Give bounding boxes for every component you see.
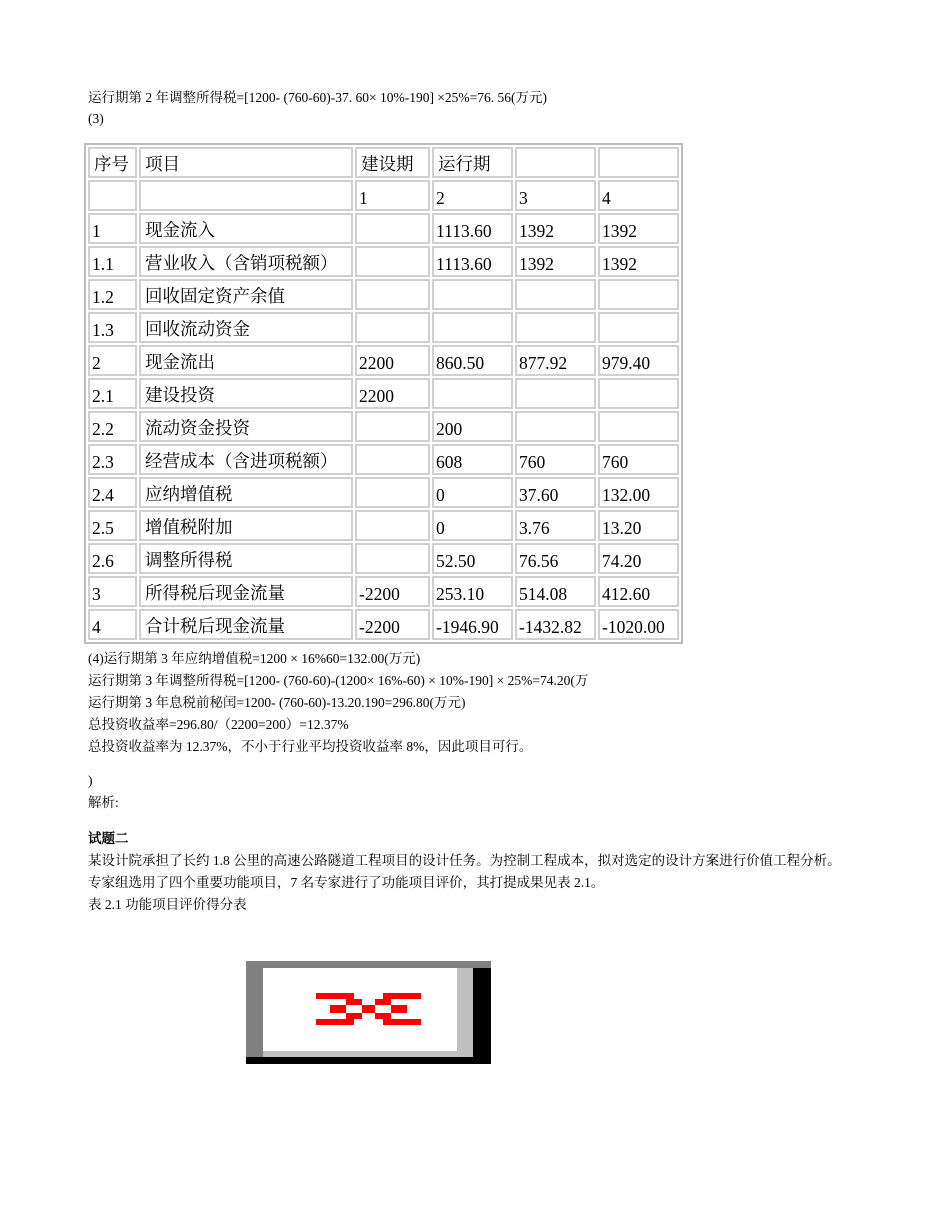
table-cell: 2.1 (88, 378, 137, 409)
table-cell: 760 (515, 444, 596, 475)
table-cell: -1432.82 (515, 609, 596, 640)
table-cell: 序号 (88, 147, 137, 178)
table-cell: 现金流出 (139, 345, 353, 376)
table-row (88, 576, 679, 607)
table-cell: 0 (432, 477, 513, 508)
table-cell (355, 444, 430, 475)
table-cell (139, 180, 353, 211)
table-cell: 74.20 (598, 543, 679, 574)
table-cell: 合计税后现金流量 (139, 609, 353, 640)
table-cell (515, 147, 596, 178)
table-cell: 1.3 (88, 312, 137, 343)
table-cell: 1392 (598, 213, 679, 244)
table-cell: 4 (598, 180, 679, 211)
table-cell (598, 279, 679, 310)
text-line-ebit-year3: 运行期第 3 年息税前秘闰=1200- (760-60)-13.20.190=296.80(万元) (88, 695, 466, 710)
table-cell: -1020.00 (598, 609, 679, 640)
table-row (88, 312, 679, 343)
table-cell: 2.5 (88, 510, 137, 541)
table-cell: 52.50 (432, 543, 513, 574)
table-cell: 760 (598, 444, 679, 475)
text-line-tax-year2: 运行期第 2 年调整所得税=[1200- (760-60)-37. 60× 10%-190] ×25%=76. 56(万元) (88, 90, 548, 105)
table-cell: 营业收入（含销项税额） (139, 246, 353, 277)
table-cell (515, 312, 596, 343)
table-cell: 2.3 (88, 444, 137, 475)
table-row (88, 279, 679, 310)
table-cell (355, 510, 430, 541)
table-cell (432, 279, 513, 310)
table-cell: 3.76 (515, 510, 596, 541)
table-cell: 253.10 (432, 576, 513, 607)
table-cell: 608 (432, 444, 513, 475)
table-cell: 流动资金投资 (139, 411, 353, 442)
table-cell: 860.50 (432, 345, 513, 376)
table-row (88, 543, 679, 574)
table-row (88, 609, 679, 640)
table-cell: 1392 (598, 246, 679, 277)
table-cell: 1 (88, 213, 137, 244)
table-cell: 2.4 (88, 477, 137, 508)
text-line-q2-intro: 某设计院承担了长约 1.8 公里的高速公路隧道工程项目的设计任务。为控制工程成本，拟对选定的设计方案进行价值工程分析。 (88, 853, 841, 868)
cash-flow-table (84, 143, 683, 644)
table-cell (355, 246, 430, 277)
table-cell: 0 (432, 510, 513, 541)
table-cell: 76.56 (515, 543, 596, 574)
table-cell: 1113.60 (432, 213, 513, 244)
table-cell: 132.00 (598, 477, 679, 508)
table-cell: 增值税附加 (139, 510, 353, 541)
table-cell (355, 213, 430, 244)
text-line-paren: ) (88, 773, 93, 788)
table-cell: 2200 (355, 378, 430, 409)
broken-image-icon (316, 993, 421, 1025)
text-line-jiexi: 解析: (88, 795, 119, 810)
table-cell: 200 (432, 411, 513, 442)
table-cell: 1.2 (88, 279, 137, 310)
text-line-vat-year3: (4)运行期第 3 年应纳增值税=1200 × 16%60=132.00(万元) (88, 651, 421, 666)
text-line-q2-experts: 专家组选用了四个重要功能项目，7 名专家进行了功能项目评价，其打提成果见表 2.1。 (88, 875, 605, 890)
table-cell: 所得税后现金流量 (139, 576, 353, 607)
table-cell: 1.1 (88, 246, 137, 277)
table-row (88, 378, 679, 409)
table-cell (598, 378, 679, 409)
section-title-q2: 试题二 (88, 831, 129, 846)
table-cell: 2 (88, 345, 137, 376)
table-cell (515, 411, 596, 442)
table-cell (355, 477, 430, 508)
table-row (88, 411, 679, 442)
table-cell: 13.20 (598, 510, 679, 541)
table-cell: 4 (88, 609, 137, 640)
table-cell: 1392 (515, 213, 596, 244)
table-header-row (88, 147, 679, 178)
table-cell: 建设期 (355, 147, 430, 178)
text-line-item3: (3) (88, 111, 104, 126)
table-cell: 运行期 (432, 147, 513, 178)
table-row (88, 345, 679, 376)
table-cell: 979.40 (598, 345, 679, 376)
table-cell: 2.2 (88, 411, 137, 442)
table-cell: 回收流动资金 (139, 312, 353, 343)
table-row (88, 213, 679, 244)
table-row (88, 477, 679, 508)
table-subheader-row (88, 180, 679, 211)
table-cell (432, 312, 513, 343)
table-cell: 现金流入 (139, 213, 353, 244)
table-cell: 3 (515, 180, 596, 211)
table-cell: 514.08 (515, 576, 596, 607)
table-cell (515, 378, 596, 409)
table-cell: 3 (88, 576, 137, 607)
table-cell: -2200 (355, 576, 430, 607)
table-row (88, 510, 679, 541)
table-cell (515, 279, 596, 310)
text-line-roi: 总投资收益率=296.80/（2200=200）=12.37% (88, 717, 349, 732)
table-cell: 412.60 (598, 576, 679, 607)
table-caption-2-1: 表 2.1 功能项目评价得分表 (88, 897, 247, 912)
table-cell (355, 543, 430, 574)
table-cell: 1392 (515, 246, 596, 277)
table-cell (432, 378, 513, 409)
table-cell: 1113.60 (432, 246, 513, 277)
table-cell (88, 180, 137, 211)
table-cell: 2 (432, 180, 513, 211)
broken-image-placeholder (246, 961, 491, 1064)
table-row (88, 444, 679, 475)
table-cell (598, 147, 679, 178)
table-cell: -1946.90 (432, 609, 513, 640)
table-cell (355, 312, 430, 343)
table-row (88, 246, 679, 277)
table-cell: 应纳增值税 (139, 477, 353, 508)
table-cell (598, 312, 679, 343)
table-cell (598, 411, 679, 442)
table-cell: 2.6 (88, 543, 137, 574)
table-cell: 建设投资 (139, 378, 353, 409)
table-cell: 877.92 (515, 345, 596, 376)
table-cell (355, 279, 430, 310)
table-cell: 经营成本（含进项税额） (139, 444, 353, 475)
table-cell: 回收固定资产余值 (139, 279, 353, 310)
table-cell (355, 411, 430, 442)
text-line-conclusion: 总投资收益率为 12.37%，不小于行业平均投资收益率 8%，因此项目可行。 (88, 739, 533, 754)
table-cell: 调整所得税 (139, 543, 353, 574)
table-cell: -2200 (355, 609, 430, 640)
table-cell: 37.60 (515, 477, 596, 508)
table-cell: 2200 (355, 345, 430, 376)
text-line-tax-year3: 运行期第 3 年调整所得税=[1200- (760-60)-(1200× 16%-60) × 10%-190] × 25%=74.20(万 (88, 673, 589, 688)
table-cell: 1 (355, 180, 430, 211)
table-cell: 项目 (139, 147, 353, 178)
